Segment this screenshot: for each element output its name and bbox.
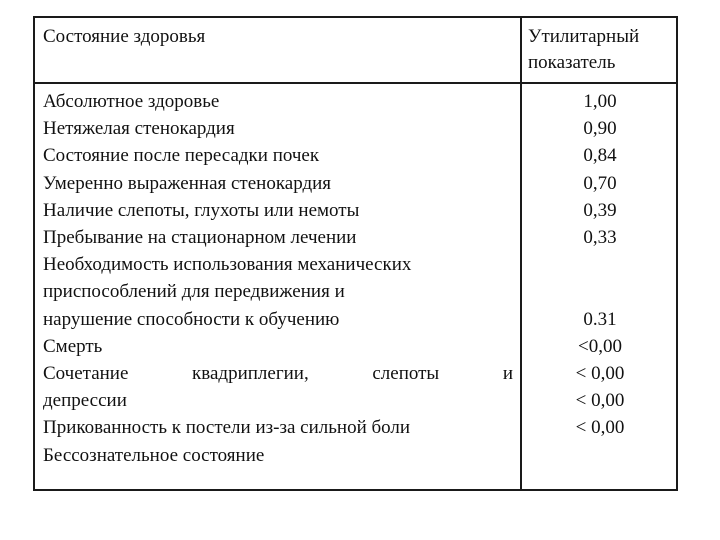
value-unconscious: < 0,00 — [575, 417, 625, 439]
state-death: Смерть — [43, 335, 103, 357]
value-bedridden: < 0,00 — [575, 390, 625, 412]
health-states-column — [43, 88, 513, 469]
header-utility-line1: Утилитарный — [528, 26, 640, 47]
utility-values-column — [522, 88, 678, 441]
value-inpatient: 0,33 — [583, 226, 617, 248]
word: Сочетание — [43, 363, 129, 385]
header-utility-line2: показатель — [528, 52, 616, 73]
state-mechanical-aids-line3: нарушение способности к обучению — [43, 308, 340, 330]
header-divider — [35, 82, 676, 84]
word: слепоты — [372, 363, 440, 385]
state-unconscious: Бессознательное состояние — [43, 444, 265, 466]
value-blind-deaf-mute: 0,39 — [583, 199, 617, 221]
state-kidney-transplant: Состояние после пересадки почек — [43, 145, 320, 167]
value-kidney-transplant: 0,84 — [583, 145, 617, 167]
state-quadriplegia-line1 — [43, 360, 513, 387]
value-moderate-angina: 0,70 — [583, 172, 617, 194]
value-quadriplegia: < 0,00 — [575, 362, 625, 384]
state-absolute-health: Абсолютное здоровье — [43, 91, 220, 112]
value-mild-angina: 0,90 — [583, 118, 617, 140]
state-blind-deaf-mute: Наличие слепоты, глухоты или немоты — [43, 199, 360, 221]
state-mild-angina: Нетяжелая стенокардия — [43, 118, 235, 140]
state-quadriplegia-line2: депрессии — [43, 390, 127, 412]
word: квадриплегии, — [192, 363, 309, 385]
spacer — [522, 251, 678, 278]
word: и — [502, 363, 513, 385]
state-bedridden: Прикованность к постели из-за сильной боли — [43, 417, 411, 439]
value-death: <0,00 — [578, 335, 622, 357]
spacer — [522, 278, 678, 305]
state-mechanical-aids-line1: Необходимость использования механических — [43, 254, 412, 276]
utility-table — [33, 16, 678, 491]
header-utility — [528, 24, 676, 76]
header-health-state: Состояние здоровья — [43, 26, 206, 47]
state-moderate-angina: Умеренно выраженная стенокардия — [43, 172, 332, 194]
value-absolute-health: 1,00 — [583, 91, 617, 112]
state-inpatient: Пребывание на стационарном лечении — [43, 227, 357, 249]
state-mechanical-aids-line2: приспособлений для передвижения и — [43, 281, 345, 303]
value-mechanical-aids: 0.31 — [583, 308, 617, 330]
